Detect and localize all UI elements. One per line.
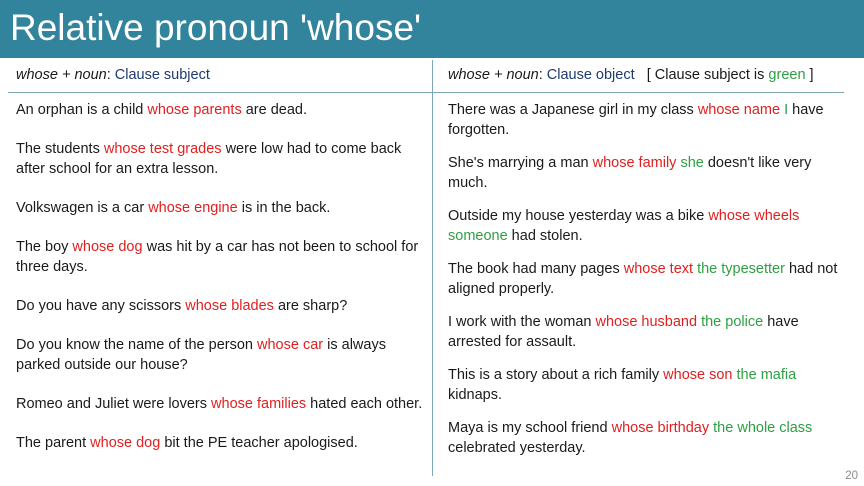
- sentence-text: Romeo and Juliet were lovers: [16, 396, 212, 412]
- whose-phrase: whose birthday: [611, 420, 710, 436]
- whose-phrase: whose name: [697, 102, 781, 118]
- sentence-text: kidnaps.: [448, 387, 503, 403]
- note-close: ]: [805, 67, 814, 83]
- sentence-text: celebrated yesterday.: [448, 440, 586, 456]
- left-items: [16, 100, 426, 472]
- whose-phrase: whose blades: [185, 298, 274, 314]
- example-sentence: [16, 433, 426, 453]
- whose-phrase: whose dog: [90, 435, 161, 451]
- example-sentence: [16, 198, 426, 218]
- example-sentence: [16, 139, 426, 179]
- clause-subject: the whole class: [713, 420, 813, 436]
- sentence-text: have arrested for assault.: [448, 314, 799, 350]
- clause-subject: she: [680, 155, 704, 171]
- clause-subject: the typesetter: [697, 261, 785, 277]
- left-header-sep: :: [106, 67, 111, 83]
- sentence-text: have forgotten.: [448, 102, 824, 138]
- sentence-text: This is a story about a rich family: [448, 367, 664, 383]
- whose-phrase: whose family: [592, 155, 677, 171]
- example-sentence: [448, 206, 848, 246]
- example-sentence: [16, 237, 426, 277]
- right-header-sep: :: [538, 67, 543, 83]
- sentence-text: The boy: [16, 239, 73, 255]
- right-header-label: Clause object: [542, 67, 635, 83]
- whose-phrase: whose dog: [72, 239, 143, 255]
- title-banner: [0, 0, 864, 58]
- right-header-note: [647, 67, 814, 83]
- sentence-text: Maya is my school friend: [448, 420, 612, 436]
- whose-phrase: whose text: [623, 261, 694, 277]
- sentence-text: are sharp?: [273, 298, 348, 314]
- sentence-text: had stolen.: [507, 228, 583, 244]
- note-open: [ Clause subject is: [646, 67, 769, 83]
- example-sentence: [448, 259, 848, 299]
- right-items: [448, 100, 848, 471]
- sentence-text: were low had to come back after school for an extra lesson.: [16, 141, 402, 177]
- whose-phrase: whose families: [211, 396, 307, 412]
- example-sentence: [16, 335, 426, 375]
- example-sentence: [448, 418, 848, 458]
- example-sentence: [448, 365, 848, 405]
- example-sentence: [16, 100, 426, 120]
- sentence-text: hated each other.: [306, 396, 423, 412]
- sentence-text: There was a Japanese girl in my class: [448, 102, 698, 118]
- sentence-text: Outside my house yesterday was a bike: [448, 208, 709, 224]
- sentence-text: I work with the woman: [448, 314, 596, 330]
- sentence-text: are dead.: [241, 102, 308, 118]
- whose-phrase: whose car: [257, 337, 324, 353]
- example-sentence: [448, 153, 848, 193]
- sentence-text: The students: [16, 141, 104, 157]
- sentence-text: is in the back.: [237, 200, 331, 216]
- clause-subject: I: [784, 102, 789, 118]
- slide-title: Relative pronoun 'whose': [10, 7, 422, 48]
- sentence-text: An orphan is a child: [16, 102, 148, 118]
- left-column: [16, 60, 426, 451]
- whose-phrase: whose parents: [147, 102, 242, 118]
- whose-phrase: whose wheels: [708, 208, 800, 224]
- whose-phrase: whose engine: [148, 200, 238, 216]
- example-sentence: [16, 394, 426, 414]
- note-green-word: green: [768, 67, 806, 83]
- clause-subject: the police: [701, 314, 764, 330]
- sentence-text: doesn't like very much.: [448, 155, 812, 191]
- sentence-text: is always parked outside our house?: [16, 337, 386, 373]
- header-divider: [8, 92, 844, 93]
- whose-phrase: whose husband: [595, 314, 698, 330]
- example-sentence: [448, 312, 848, 352]
- clause-subject: the mafia: [736, 367, 797, 383]
- sentence-text: The parent: [16, 435, 91, 451]
- content-table: [8, 60, 844, 476]
- sentence-text: bit the PE teacher apologised.: [160, 435, 358, 451]
- sentence-text: The book had many pages: [448, 261, 624, 277]
- clause-subject: someone: [448, 228, 508, 244]
- left-header-label: Clause subject: [110, 67, 210, 83]
- sentence-text: Volkswagen is a car: [16, 200, 149, 216]
- left-column-header: [16, 60, 426, 92]
- sentence-text: Do you have any scissors: [16, 298, 186, 314]
- whose-phrase: whose test grades: [103, 141, 222, 157]
- column-divider: [432, 60, 433, 476]
- right-column: [448, 60, 848, 456]
- example-sentence: [16, 296, 426, 316]
- right-header-prefix: whose + noun: [448, 67, 539, 83]
- sentence-text: She's marrying a man: [448, 155, 593, 171]
- left-header-prefix: whose + noun: [16, 67, 107, 83]
- example-sentence: [448, 100, 848, 140]
- sentence-text: was hit by a car has not been to school for three days.: [16, 239, 419, 275]
- sentence-text: had not aligned properly.: [448, 261, 838, 297]
- page-number: 20: [845, 470, 858, 482]
- sentence-text: Do you know the name of the person: [16, 337, 258, 353]
- whose-phrase: whose son: [663, 367, 733, 383]
- right-column-header: [448, 60, 848, 92]
